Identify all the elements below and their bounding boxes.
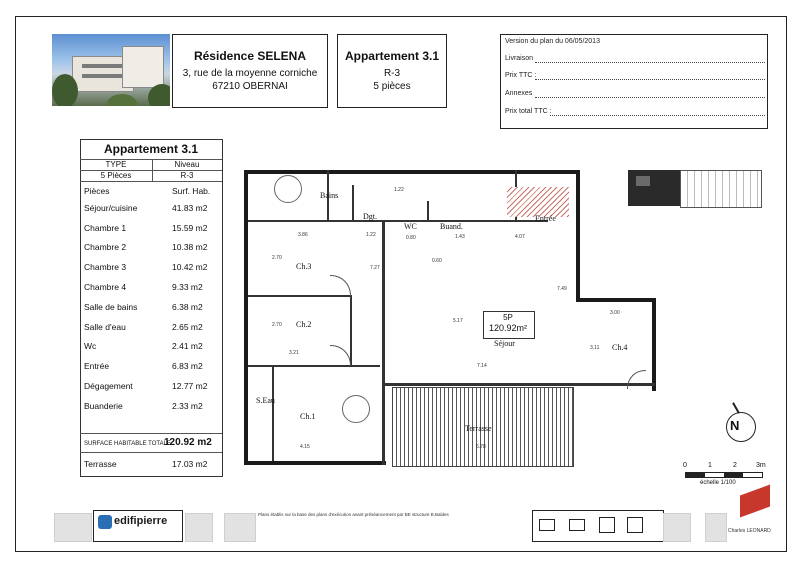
- row-room: Buanderie: [84, 401, 123, 411]
- footer-box: [663, 513, 691, 542]
- price-line: [535, 79, 765, 80]
- price-label-ttc: Prix TTC :: [505, 72, 537, 79]
- dim: 1.43: [455, 234, 465, 240]
- footer-box: [224, 513, 256, 542]
- bathtub-icon: [274, 175, 302, 203]
- scale-tick: 3m: [756, 462, 766, 469]
- plan-version: Version du plan du 06/05/2013: [505, 38, 600, 45]
- label-wc: WC: [404, 222, 417, 231]
- scale-tick: 0: [683, 462, 687, 469]
- row-area: 6.38 m2: [172, 302, 203, 312]
- row-area: 41.83 m2: [172, 203, 208, 213]
- price-line: [535, 97, 765, 98]
- unit-type: 5P: [503, 313, 513, 322]
- table-title: Appartement 3.1: [103, 142, 199, 156]
- price-line: [535, 62, 765, 63]
- shower-icon: [342, 395, 370, 423]
- label-sejour: Séjour: [494, 339, 515, 348]
- dim: 0.80: [406, 235, 416, 241]
- apartment-title: Appartement 3.1: [344, 49, 440, 63]
- row-room: Salle d'eau: [84, 322, 126, 332]
- label-ch2: Ch.2: [296, 320, 312, 329]
- label-bains: Bains: [320, 191, 339, 200]
- dim: 2.70: [272, 322, 282, 328]
- terrace-value: 17.03 m2: [172, 459, 208, 469]
- level-header: Niveau: [174, 160, 200, 169]
- row-room: Dégagement: [84, 381, 133, 391]
- total-label: SURFACE HABITABLE TOTALE: [84, 441, 171, 447]
- dim: 3.21: [289, 350, 299, 356]
- level-value: R-3: [180, 171, 194, 180]
- legend-icon: [627, 517, 643, 533]
- row-area: 10.38 m2: [172, 242, 208, 252]
- location-minimap: [628, 162, 768, 212]
- row-area: 2.41 m2: [172, 341, 203, 351]
- row-room: Chambre 3: [84, 262, 127, 272]
- scale-tick: 1: [708, 462, 712, 469]
- address-line2: 67210 OBERNAI: [212, 81, 288, 92]
- row-room: Chambre 1: [84, 223, 127, 233]
- row-area: 2.65 m2: [172, 322, 203, 332]
- terrace-label: Terrasse: [84, 459, 117, 469]
- col-area: Surf. Hab.: [172, 186, 211, 196]
- architect-logo: [728, 490, 772, 540]
- apartment-level: R-3: [383, 68, 401, 79]
- col-rooms: Pièces: [84, 186, 110, 196]
- scale-label: échelle 1/100: [700, 480, 736, 486]
- row-room: Chambre 4: [84, 282, 127, 292]
- label-ch4: Ch.4: [612, 343, 628, 352]
- row-area: 15.59 m2: [172, 223, 208, 233]
- footer-notice: Plans établis sur la base des plans d'exécution avant préséancement par BE structure B.Baldes: [258, 512, 449, 517]
- row-area: 10.42 m2: [172, 262, 208, 272]
- label-seau: S.Eau: [256, 396, 275, 405]
- dim: 3.86: [298, 232, 308, 238]
- scale-bar: [685, 472, 763, 478]
- dim: 7.14: [477, 363, 487, 369]
- row-room: Wc: [84, 341, 97, 351]
- designer-name: Charles LEONARD: [728, 528, 771, 534]
- type-header: TYPE: [105, 160, 127, 169]
- entry-hatch: [507, 187, 569, 217]
- building-photo: [52, 34, 170, 106]
- label-ch1: Ch.1: [300, 412, 316, 421]
- residence-name: Résidence SELENA: [193, 49, 307, 63]
- edifipierre-logo: edifipierre: [93, 510, 183, 542]
- footer-stamp: [54, 513, 92, 542]
- dim: 0.60: [432, 258, 442, 264]
- dim: 1.22: [394, 187, 404, 193]
- dim: 1.22: [366, 232, 376, 238]
- unit-area: 120.92m²: [488, 323, 528, 333]
- door-arc: [330, 345, 351, 366]
- door-arc: [330, 275, 351, 296]
- legend-box: [532, 510, 664, 542]
- total-value: 120.92 m2: [164, 437, 212, 448]
- dim: 7.27: [370, 265, 380, 271]
- price-line: [550, 115, 765, 116]
- row-room: Séjour/cuisine: [84, 203, 138, 213]
- dim: 3.11: [590, 345, 600, 351]
- apartment-rooms: 5 pièces: [373, 81, 411, 92]
- north-arrow-icon: N: [718, 402, 756, 454]
- scale-tick: 2: [733, 462, 737, 469]
- row-room: Salle de bains: [84, 302, 138, 312]
- dim: 4.07: [515, 234, 525, 240]
- label-buand: Buand.: [440, 222, 463, 231]
- type-value: 5 Pièces: [100, 171, 132, 180]
- footer-box: [705, 513, 727, 542]
- legend-icon: [599, 517, 615, 533]
- label-dgt: Dgt.: [363, 212, 377, 221]
- legend-icon: [539, 519, 555, 531]
- door-arc: [627, 370, 646, 389]
- dim: 4.15: [300, 444, 310, 450]
- legend-icon: [569, 519, 585, 531]
- row-area: 12.77 m2: [172, 381, 208, 391]
- price-label-annexes: Annexes: [505, 90, 533, 97]
- dim: 2.70: [272, 255, 282, 261]
- row-area: 2.33 m2: [172, 401, 203, 411]
- dim: 7.49: [557, 286, 567, 292]
- row-room: Entrée: [84, 361, 110, 371]
- dim: 3.00: [610, 310, 620, 316]
- price-label-total: Prix total TTC :: [505, 108, 552, 115]
- row-area: 6.83 m2: [172, 361, 203, 371]
- row-area: 9.33 m2: [172, 282, 203, 292]
- price-label-delivery: Livraison: [505, 55, 534, 62]
- row-room: Chambre 2: [84, 242, 127, 252]
- footer-box: [185, 513, 213, 542]
- dim: 6.78: [476, 444, 486, 450]
- address-line1: 3, rue de la moyenne corniche: [182, 68, 318, 79]
- label-entree: Entrée: [535, 214, 556, 223]
- dim: 5.17: [453, 318, 463, 324]
- label-ch3: Ch.3: [296, 262, 312, 271]
- label-terrasse: Terrasse: [465, 424, 492, 433]
